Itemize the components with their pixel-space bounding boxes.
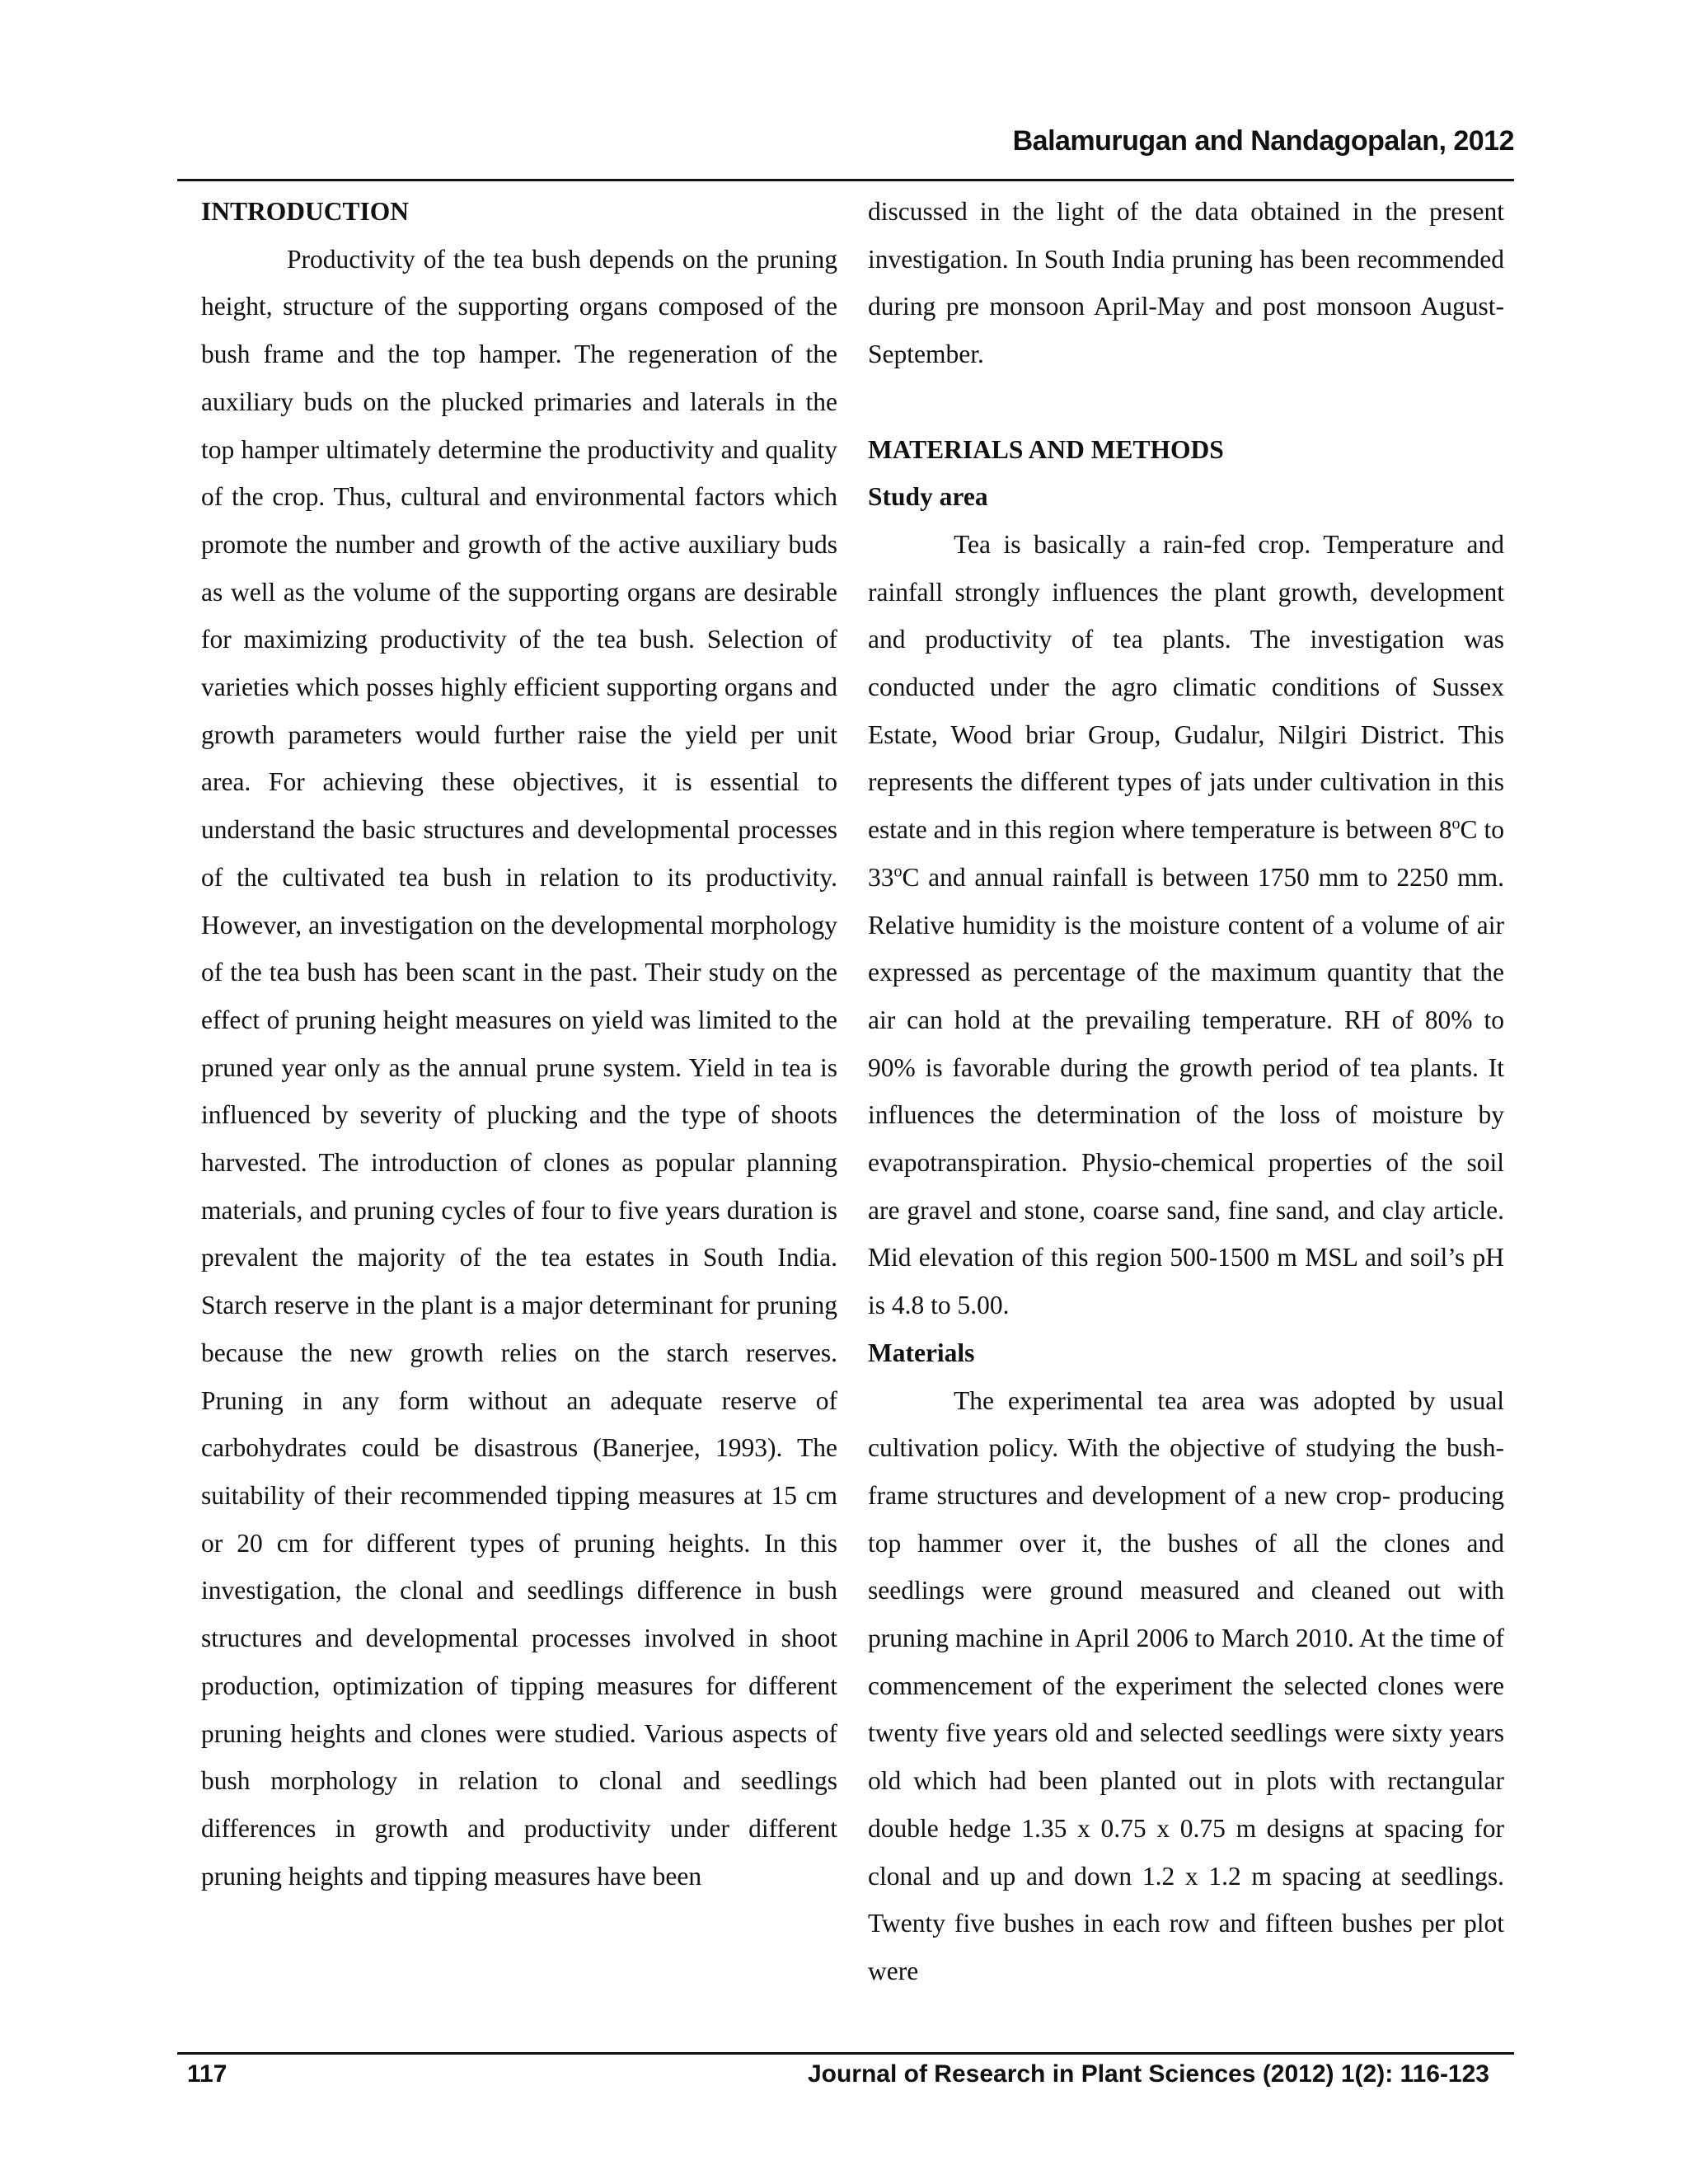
right-column bbox=[868, 188, 1504, 1995]
section-gap bbox=[868, 378, 1504, 426]
header-rule bbox=[177, 179, 1514, 181]
page-number: 117 bbox=[187, 2060, 227, 2088]
degree-superscript: o bbox=[893, 862, 903, 881]
materials-heading: Materials bbox=[868, 1338, 975, 1367]
study-area-text-1: Tea is basically a rain-fed crop. Temperature and rainfall strongly influences the plant growth, development and productivity of tea plants. The investigation was conducted under the agro climatic conditions of Sussex Estate, Wood briar Group, Gudalur, Nilgiri District. This represents the different types of jats under cultivation in this estate and in this region where temperature is between 8 bbox=[868, 529, 1504, 845]
study-area-text-3: C and annual rainfall is between 1750 mm to 2250 mm. Relative humidity is the moisture content of a volume of air expressed as percentage of the maximum quantity that the air can hold at the prevailing temperature. RH of 80% to 90% is favorable during the growth period of tea plants. It influences the determination of the loss of moisture by evapotranspiration. Physio-chemical properties of the soil are gravel and stone, coarse sand, fine sand, and clay article. Mid elevation of this region 500-1500 m MSL and soil’s pH is 4.8 to 5.00. bbox=[868, 862, 1504, 1320]
study-area-text-2: C to 33 bbox=[868, 815, 1504, 892]
footer-rule bbox=[177, 2052, 1514, 2055]
introduction-continued-paragraph: discussed in the light of the data obtained in the present investigation. In South India pruning has been recommended during pre monsoon April-May and post monsoon August-September. bbox=[868, 197, 1504, 369]
introduction-paragraph: Productivity of the tea bush depends on the pruning height, structure of the supporting organs composed of the bush frame and the top hamper. The regeneration of the auxiliary buds on the plucked primaries and laterals in the top hamper ultimately determine the productivity and quality of the crop. Thus, cultural and environmental factors which promote the number and growth of the active auxiliary buds as well as the volume of the supporting organs are desirable for maximizing productivity of the tea bush. Selection of varieties which posses highly efficient supporting organs and growth parameters would further raise the yield per unit area. For achieving these objectives, it is essential to understand the basic structures and developmental processes of the cultivated tea bush in relation to its productivity. However, an investigation on the developmental morphology of the tea bush has been scant in the past. Their study on the effect of pruning height measures on yield was limited to the pruned year only as the annual prune system. Yield in tea is influenced by severity of plucking and the type of shoots harvested. The introduction of clones as popular planning materials, and pruning cycles of four to five years duration is prevalent the majority of the tea estates in South India. Starch reserve in the plant is a major determinant for pruning because the new growth relies on the starch reserves. Pruning in any form without an adequate reserve of carbohydrates could be disastrous (Banerjee, 1993). The suitability of their recommended tipping measures at 15 cm or 20 cm for different types of pruning heights. In this investigation, the clonal and seedlings difference in bush structures and developmental processes involved in shoot production, optimization of tipping measures for different pruning heights and clones were studied. Various aspects of bush morphology in relation to clonal and seedlings differences in growth and productivity under different pruning heights and tipping measures have been bbox=[201, 244, 837, 1891]
introduction-heading: INTRODUCTION bbox=[201, 197, 410, 226]
materials-paragraph: The experimental tea area was adopted by usual cultivation policy. With the objective of studying the bush- frame structures and development of a new crop- producing top hammer over it, the bushes of all the clones and seedlings were ground measured and cleaned out with pruning machine in April 2006 to March 2010. At the time of commencement of the experiment the selected clones were twenty five years old and selected seedlings were sixty years old which had been planted out in plots with rectangular double hedge 1.35 x 0.75 x 0.75 m designs at spacing for clonal and up and down 1.2 x 1.2 m spacing at seedlings. Twenty five bushes in each row and fifteen bushes per plot were bbox=[868, 1385, 1504, 1985]
left-column bbox=[201, 188, 837, 1900]
materials-methods-heading: MATERIALS AND METHODS bbox=[868, 434, 1224, 464]
degree-superscript: o bbox=[1451, 814, 1461, 833]
running-header: Balamurugan and Nandagopalan, 2012 bbox=[1012, 125, 1514, 157]
page-footer bbox=[177, 2060, 1514, 2102]
journal-citation: Journal of Research in Plant Sciences (2012) 1(2): 116-123 bbox=[807, 2060, 1489, 2088]
study-area-paragraph bbox=[868, 521, 1504, 1329]
study-area-heading: Study area bbox=[868, 482, 988, 512]
